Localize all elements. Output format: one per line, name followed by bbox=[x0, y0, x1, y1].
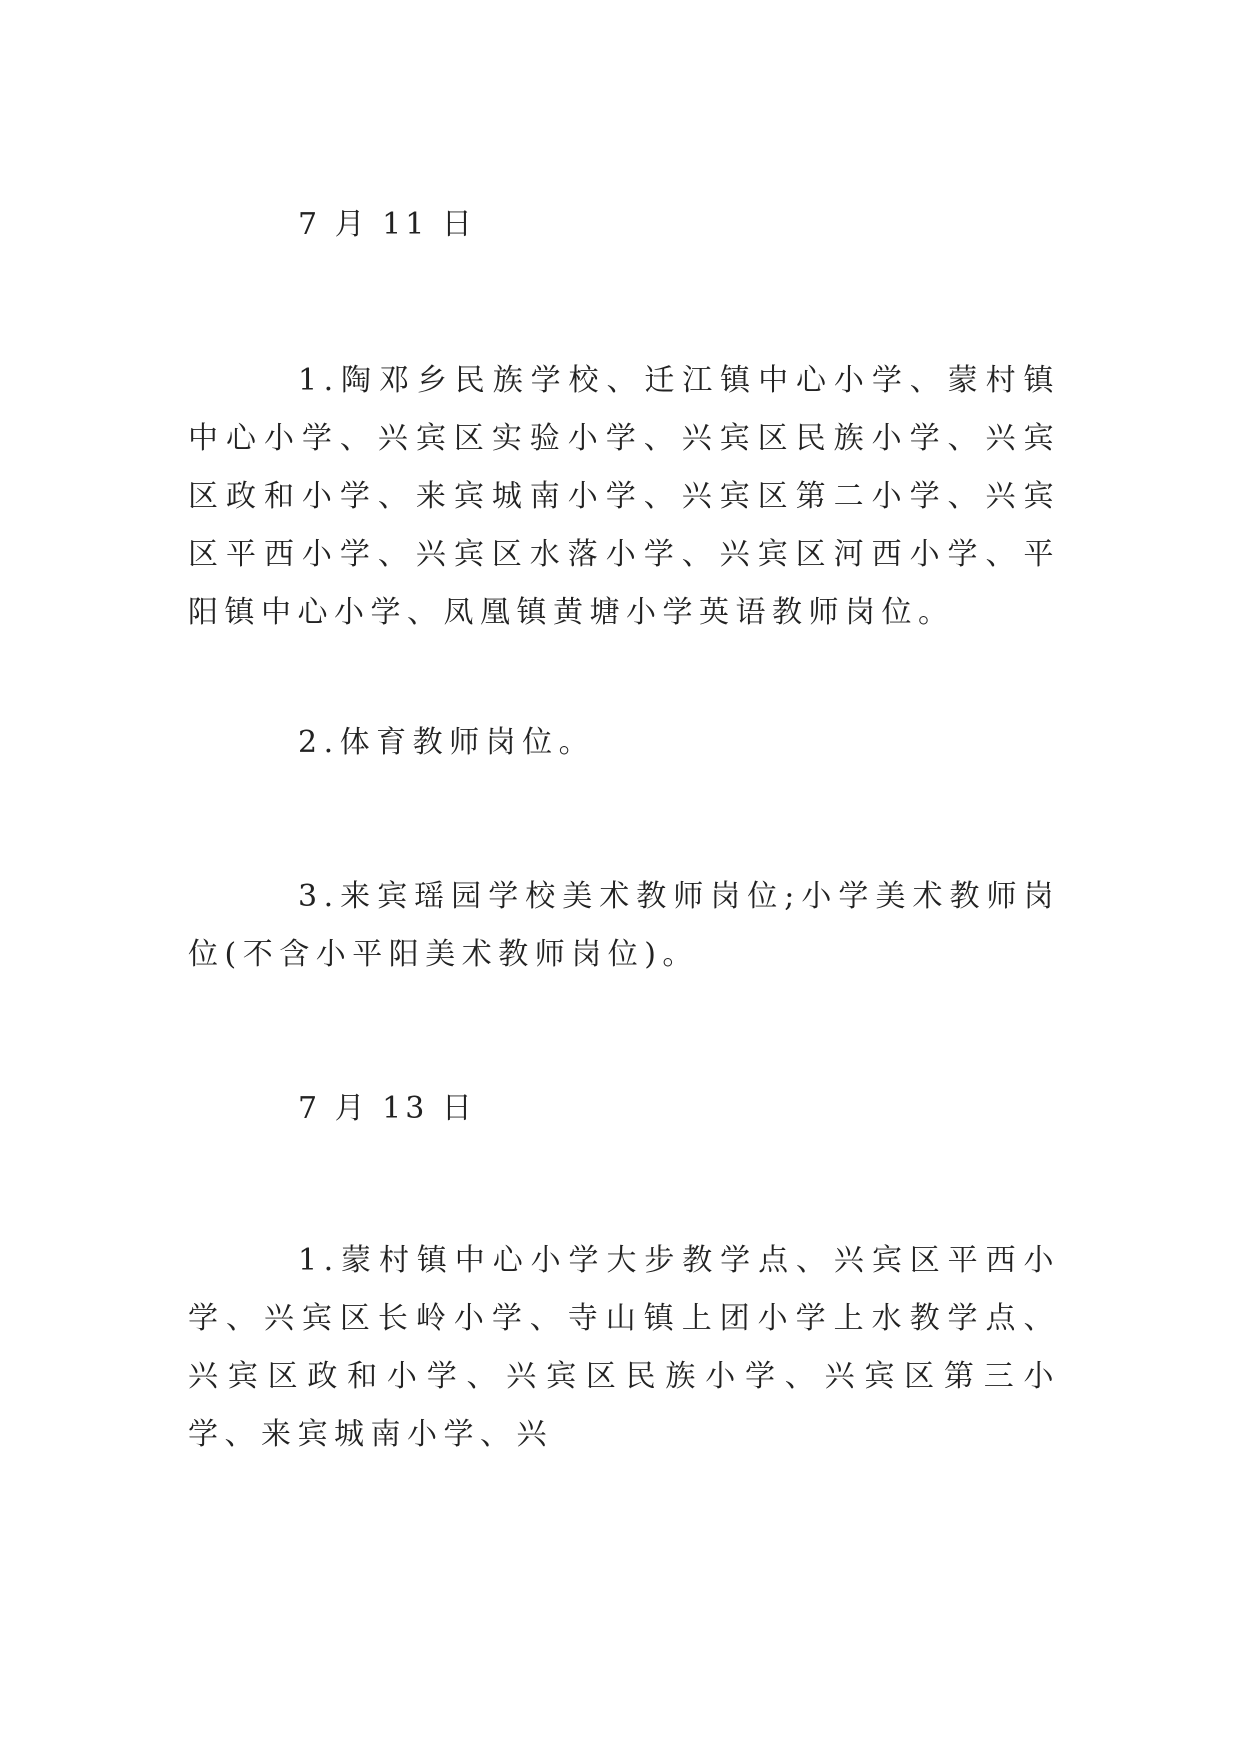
paragraph-art-teacher-positions: 3.来宾瑶园学校美术教师岗位;小学美术教师岗位(不含小平阳美术教师岗位)。 bbox=[188, 879, 1060, 972]
paragraph-english-teacher-positions: 1.陶邓乡民族学校、迁江镇中心小学、蒙村镇中心小学、兴宾区实验小学、兴宾区民族小学、兴宾区政和小学、来宾城南小学、兴宾区第二小学、兴宾区平西小学、兴宾区水落小学、兴宾区河西小学、平阳镇中心小学、凤凰镇黄塘小学英语教师岗位。 bbox=[188, 363, 1060, 630]
paragraph-pe-teacher-positions: 2.体育教师岗位。 bbox=[298, 725, 596, 760]
date-heading-july-11: 7 月 11 日 bbox=[298, 207, 476, 242]
paragraph-july-13-schools: 1.蒙村镇中心小学大步教学点、兴宾区平西小学、兴宾区长岭小学、寺山镇上团小学上水教学点、兴宾区政和小学、兴宾区民族小学、兴宾区第三小学、来宾城南小学、兴 bbox=[188, 1243, 1060, 1452]
date-heading-july-13: 7 月 13 日 bbox=[298, 1091, 476, 1126]
